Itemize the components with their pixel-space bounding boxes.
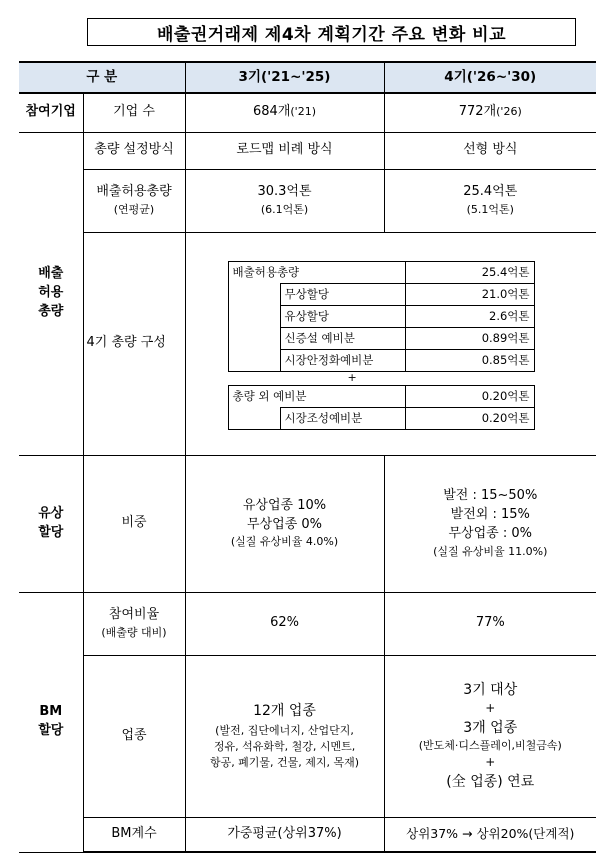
participants-phase3-value: 684개 [253,104,291,120]
bm-sector-phase4-line: + [485,755,496,770]
indent-spacer [228,349,280,371]
bm-sector-phase4-line: + [485,701,496,716]
header-row [19,62,596,93]
participants-phase4-value: 772개 [458,104,497,120]
total-phase4: 25.4억톤 [463,184,518,200]
bm-sector-phase3-line: 정유, 석유화학, 철강, 시멘트, [213,740,356,754]
composition-table [228,261,535,372]
category-line: 배출 [38,266,64,282]
category-paid-allocation [19,455,83,592]
paid-phase4-cell [384,455,596,592]
bm-coef-row [19,817,596,852]
plus-sign: + [347,370,357,384]
composition-label: 4기 총량 구성 [83,232,185,455]
composition-row-item [228,349,534,371]
paid-phase3-note: (실질 유상비율 4.0%) [230,535,339,549]
extra-row-item [228,407,534,429]
composition-item-label: 신증설 예비분 [280,327,405,349]
composition-row-item [228,283,534,305]
header-category: 구 분 [19,62,185,93]
bm-sector-row [19,655,596,817]
extra-item-label: 시장조성예비분 [280,407,405,429]
extra-reserve-table [228,385,535,430]
bm-sector-label: 업종 [83,655,185,817]
bm-coef-phase4: 상위37% → 상위20%(단계적) [384,817,596,852]
composition-row-item [228,327,534,349]
category-line: BM [39,704,63,720]
composition-item-value: 0.85억톤 [405,349,534,371]
bm-ratio-label: 참여비율 [108,607,160,623]
category-line: 유상 [38,505,64,521]
composition-row-item [228,305,534,327]
composition-item-value: 25.4억톤 [405,261,534,283]
bm-ratio-label-note: (배출량 대비) [101,625,167,639]
paid-phase4-line: 무상업종 : 0% [448,525,533,541]
category-participants: 참여기업 [19,93,83,132]
bm-sector-phase3-cell [185,655,384,817]
category-line: 할당 [38,723,64,738]
indent-spacer [228,407,280,429]
paid-phase3-cell [185,455,384,592]
category-emission-cap [19,132,83,455]
paid-phase4-line: 발전 : 15~50% [443,488,538,504]
bm-ratio-label-cell [83,592,185,655]
method-label: 총량 설정방식 [83,132,185,169]
composition-cell [185,232,596,455]
paid-phase3-line: 유상업종 10% [242,497,327,513]
paid-label: 비중 [83,455,185,592]
composition-item-label: 무상할당 [280,283,405,305]
bm-sector-phase4-cell [384,655,596,817]
bm-sector-phase3-title: 12개 업종 [253,702,316,719]
indent-spacer [228,305,280,327]
participants-phase4 [384,93,596,132]
participants-phase3-note: ('21) [290,105,316,119]
bm-sector-phase3-line: 항공, 폐기물, 건물, 제지, 목재) [209,756,360,770]
bm-sector-phase4-line: 3개 업종 [463,719,518,736]
composition-item-value: 0.89억톤 [405,327,534,349]
bm-sector-phase4-line: 3기 대상 [463,682,518,699]
bm-sector-phase4-line: (반도체·디스플레이,비철금속) [418,739,562,753]
category-bm-allocation [19,592,83,852]
composition-diagram [186,234,597,454]
extra-item-label: 총량 외 예비분 [228,385,405,407]
participants-phase3 [185,93,384,132]
header-phase4: 4기('26~'30) [384,62,596,93]
category-line: 허용 [38,285,64,301]
total-phase4-cell [384,169,596,232]
paid-allocation-row [19,455,596,592]
participants-row [19,93,596,132]
bm-coef-label: BM계수 [83,817,185,852]
comparison-table [19,61,596,853]
composition-item-label: 배출허용총량 [228,261,405,283]
composition-item-value: 2.6억톤 [405,305,534,327]
bm-ratio-phase4: 77% [384,592,596,655]
participants-phase4-note: ('26) [496,105,522,119]
indent-spacer [228,283,280,305]
bm-sector-phase3-line: (발전, 집단에너지, 산업단지, [215,724,354,738]
extra-item-value: 0.20억톤 [405,385,534,407]
total-phase3-note: (6.1억톤) [260,202,309,216]
paid-phase3-line: 무상업종 0% [247,516,323,532]
composition-item-value: 21.0억톤 [405,283,534,305]
paid-phase4-line: 발전외 : 15% [450,507,530,523]
composition-row-item [228,261,534,283]
bm-sector-phase4-line: (全 업종) 연료 [446,773,535,790]
total-phase4-note: (5.1억톤) [466,202,514,216]
composition-row [19,232,596,455]
total-label: 배출허용총량 [96,184,172,200]
total-phase3: 30.3억톤 [257,184,312,200]
total-phase3-cell [185,169,384,232]
bm-ratio-row [19,592,596,655]
method-row [19,132,596,169]
composition-item-label: 시장안정화예비분 [280,349,405,371]
total-label-cell [83,169,185,232]
header-phase3: 3기('21~'25) [185,62,384,93]
category-line: 할당 [38,524,64,540]
method-phase4: 선형 방식 [384,132,596,169]
category-line: 총량 [38,303,64,319]
extra-row-item [228,385,534,407]
participants-label: 기업 수 [83,93,185,132]
composition-item-label: 유상할당 [280,305,405,327]
bm-coef-phase3: 가중평균(상위37%) [185,817,384,852]
indent-spacer [228,327,280,349]
total-label-note: (연평균) [113,202,155,216]
method-phase3: 로드맵 비례 방식 [185,132,384,169]
paid-phase4-note: (실질 유상비율 11.0%) [433,544,548,558]
page-title: 배출권거래제 제4차 계획기간 주요 변화 비교 [87,18,576,46]
total-row [19,169,596,232]
extra-item-value: 0.20억톤 [405,407,534,429]
bm-ratio-phase3: 62% [185,592,384,655]
